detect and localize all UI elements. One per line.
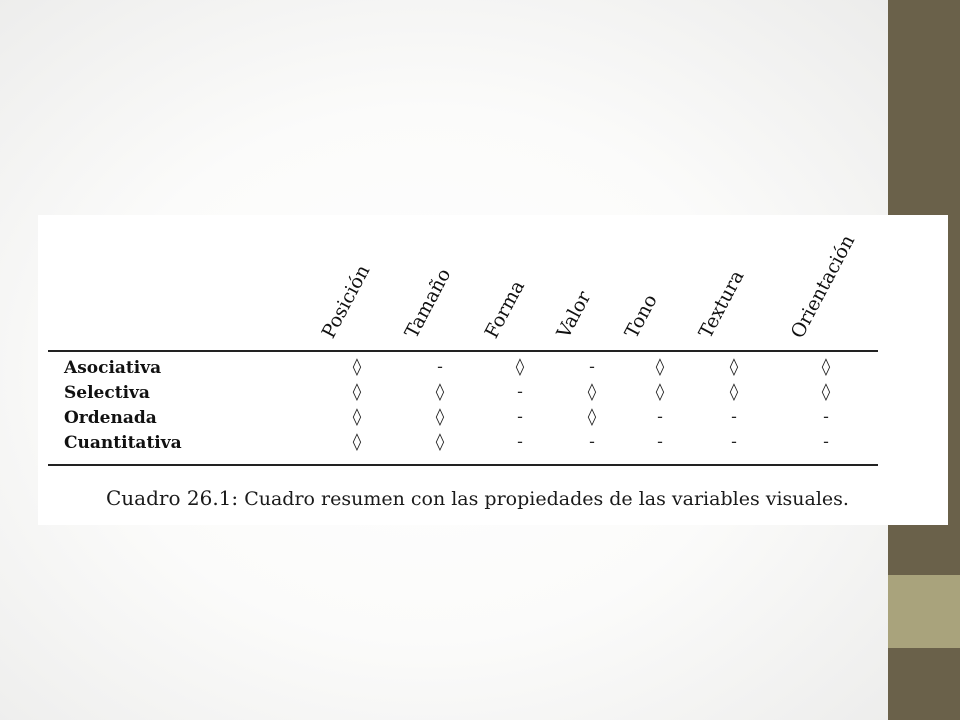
caption-number: Cuadro 26.1: (106, 486, 239, 510)
table-cell: ◊ (435, 407, 445, 427)
row-label: Asociativa (64, 358, 162, 378)
column-header: Tono (620, 290, 662, 342)
table-bottom-rule (48, 464, 878, 466)
table-cell: ◊ (821, 357, 831, 377)
table-cell: - (517, 382, 523, 402)
table-cell: - (657, 432, 663, 452)
table-cell: ◊ (435, 382, 445, 402)
table-cell: ◊ (821, 382, 831, 402)
table-cell: ◊ (587, 382, 597, 402)
row-label: Selectiva (64, 383, 150, 403)
table-cell: ◊ (435, 432, 445, 452)
side-bar-dark-bottom (888, 648, 960, 720)
table-top-rule (48, 350, 878, 352)
table-cell: ◊ (515, 357, 525, 377)
caption-text: Cuadro resumen con las propiedades de las variables visuales. (244, 488, 849, 510)
table-cell: ◊ (729, 382, 739, 402)
column-header: Tamaño (400, 264, 456, 342)
table-cell: - (589, 432, 595, 452)
table-cell: ◊ (587, 407, 597, 427)
table-cell: - (823, 432, 829, 452)
table-cell: - (437, 357, 443, 377)
table-cell: - (589, 357, 595, 377)
column-header: Orientación (786, 231, 860, 342)
table-caption (106, 486, 849, 510)
table-cell: - (517, 407, 523, 427)
table-cell: - (731, 432, 737, 452)
table-cell: ◊ (352, 382, 362, 402)
column-header: Valor (552, 287, 596, 342)
table-cell: - (517, 432, 523, 452)
column-header: Forma (480, 276, 530, 342)
table-cell: - (823, 407, 829, 427)
table-cell: - (731, 407, 737, 427)
table-cell: ◊ (729, 357, 739, 377)
table-cell: ◊ (352, 432, 362, 452)
column-header: Posición (317, 261, 375, 342)
row-label: Cuantitativa (64, 433, 182, 453)
column-header: Textura (694, 266, 749, 342)
table-cell: ◊ (352, 357, 362, 377)
table-cell: ◊ (655, 357, 665, 377)
side-bar-accent (888, 575, 960, 648)
table-cell: ◊ (655, 382, 665, 402)
table-cell: ◊ (352, 407, 362, 427)
table-cell: - (657, 407, 663, 427)
row-label: Ordenada (64, 408, 157, 428)
